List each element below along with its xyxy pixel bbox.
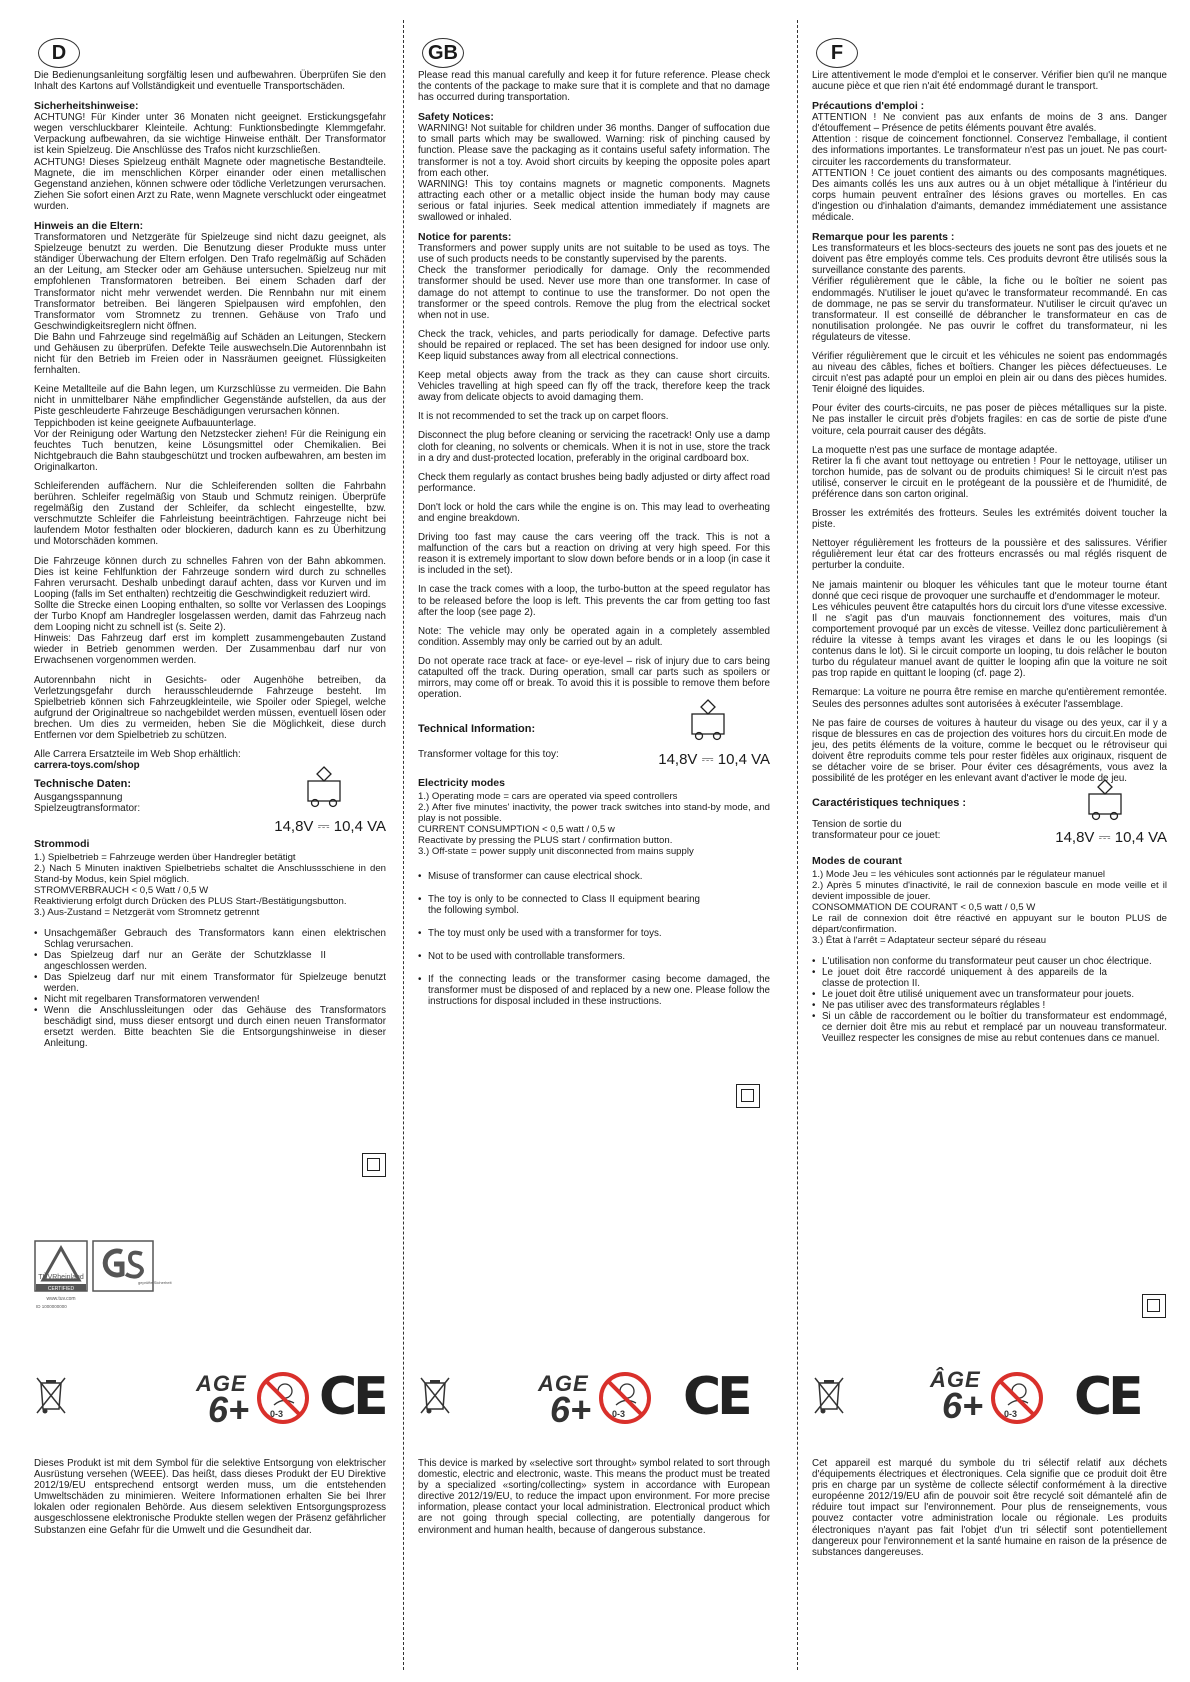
- list-item: • Nicht mit regelbaren Transformatoren verwenden!: [34, 994, 386, 1005]
- tech-label: Ausgangsspannung Spielzeugtransformator:: [34, 792, 141, 815]
- brush-text-2: Nettoyer régulièrement les frotteurs de la poussière et des salissures. Vérifier régulièrement leur état car des frotteurs encrassés ou mal réglés risquent de perturber la conduite.: [812, 538, 1167, 572]
- ce-mark: CE: [683, 1367, 749, 1427]
- metal-text: Keep metal objects away from the track as they can cause short circuits. Vehicles travelling at high speed can fly off the track, therefore keep the track away from delicate objects to avoid damaging them.: [418, 370, 770, 404]
- tech-label: Tension de sortie du transformateur pour ce jouet:: [812, 819, 941, 842]
- column-divider: [403, 20, 404, 1670]
- class-ii-symbol-icon: [1142, 1294, 1166, 1318]
- age-6-plus-mark: [538, 1371, 598, 1431]
- language-badge-de: D: [38, 38, 80, 68]
- column-de: [34, 0, 386, 1682]
- column-fr: [812, 0, 1167, 1682]
- track-text: Vérifier régulièrement que le circuit et les véhicules ne soient pas endommagés au niveau des câbles, fiches et boîtiers. Changer les pièces défectueuses. Le circuit n'est pas adapté pour un emploi en plein air ou dans des pièces humides. Tenir éloigné des liquides.: [812, 350, 1167, 396]
- face-text: Autorennbahn nicht in Gesichts- oder Augenhöhe betreiben, da Verletzungsgefahr durch herausschleudernde Fahrzeuge besteht. Im Spielbetrieb können sich Fahrzeugkleinteile, wie Spoiler oder Spiegel, welche aufgrund der Originaltreue so nachgebildet werden müssen, eventuell lösen oder brechen. Um dies zu vermeiden, heben Sie die Möglichkeit, diese durch Entfernen vor dem Spielbetrieb zu schützen.: [34, 674, 386, 741]
- modes-text: 1.) Operating mode = cars are operated via speed controllers 2.) After five minutes' inactivity, the power track switches into stand-by mode, and play is not possible. CURRENT CONSUMPTION < 0,5 watt / 0,5 w Reactivate by pressing the PLUS start / confirmation button. 3.) Off-state = power supply unit disconnected from mains supply: [418, 791, 770, 858]
- safety-text: ACHTUNG! Für Kinder unter 36 Monaten nicht geeignet. Erstickungsgefahr wegen verschluckbarer Kleinteile. Achtung: Funktionsbedingte Klemmgefahr. Verpackung aufbewahren, da sie wichtige Hinweise enthält. Der Transformator ist kein Spielzeug. Die Anschlüsse des Trafos nicht kurzschließen. ACHTUNG! Dieses Spielzeug enthält Magnete oder magnetische Bestandteile. Magnete, die im menschlichen Körper einander oder einen metallischen Gegenstand anziehen, können schwere oder tödliche Verletzungen verursachen. Ziehen Sie sofort einen Arzt zu Rate, wenn Magnete verschluckt oder eingeatmet wurden.: [34, 112, 386, 212]
- age-value: 6+: [942, 1385, 984, 1426]
- modes-text: 1.) Spielbetrieb = Fahrzeuge werden über Handregler betätigt 2.) Nach 5 Minuten inaktiven Spielbetriebs schaltet die Anschlussschiene in den Stand-by Modus, kein Spiel möglich. STROMVERBRAUCH < 0,5 Watt / 0,5 W Reaktivierung erfolgt durch Drücken des PLUS Start-/Bestätigungsbutton. 3.) Aus-Zustand = Netzgerät vom Stromnetz getrennt: [34, 852, 386, 919]
- intro-text: Please read this manual carefully and keep it for future reference. Please check the contents of the package to make sure that it is complete and that no damage has occurred during transportation.: [418, 70, 770, 104]
- warning-list: [812, 956, 1167, 1044]
- track-text: Check the track, vehicles, and parts periodically for damage. Defective parts should be repaired or replaced. The set has been designed for indoor use only. Keep liquid substances away from all electrical connections.: [418, 328, 770, 362]
- tuv-id: ID 1000000000: [36, 1304, 67, 1309]
- column-divider: [797, 20, 798, 1670]
- age-6-plus-mark: [930, 1367, 990, 1431]
- list-item: • Le jouet doit être utilisé uniquement avec un transformateur pour jouets.: [812, 989, 1167, 1000]
- age-label: AGE: [196, 1371, 247, 1396]
- carpet-text: It is not recommended to set the track up on carpet floors.: [418, 411, 669, 423]
- parents-heading: Notice for parents:: [418, 231, 512, 244]
- disposal-text-de: Dieses Produkt ist mit dem Symbol für die selektive Entsorgung von elektrischer Ausrüstung versehen (WEEE). Das heißt, dass dieses Produkt der EU Direktive 2012/19/EU entsprechend entsorgt werden muss, um die entstehenden Umweltschäden zu minimieren. Weitere Informationen erhalten Sie bei Ihrer lokalen oder regionalen Behörde. Aus diesem selektiven Entsorgungsprozess ausgeschlossene elektronische Produkte stellen wegen der Präsenz gefährlicher Substanzen eine Gefahr für die Umwelt und die Gesundheit dar.: [34, 1458, 386, 1536]
- tech-row: [812, 809, 1167, 847]
- weee-bin-icon: [34, 1375, 68, 1417]
- transformer-icon: [1083, 779, 1127, 821]
- parents-heading: Remarque pour les parents :: [812, 231, 955, 244]
- ce-mark: CE: [1074, 1367, 1140, 1427]
- shop-link[interactable]: carrera-toys.com/shop: [34, 760, 140, 772]
- gs-text: geprüfte Sicherheit: [138, 1280, 172, 1285]
- marks-row-de: [34, 1363, 386, 1443]
- tech-label: Transformer voltage for this toy:: [418, 749, 559, 761]
- speed-text: Ne jamais maintenir ou bloquer les véhicules tant que le moteur tourne étant donné que ceci risque de provoquer une surchauffe et d'endommager le moteur. Les véhicules peuvent être catapultés hors du circuit lors d'une vitesse excessive. Il ne s'agit pas d'un mauvais fonctionnement des voitures, mais d'un comportement provoqué par un excès de vitesse. Veillez donc particulièrement à réduire la vitesse à temps avant les virages et dans le ou les loopings (si contenus dans le lot). Si le circuit comporte un looping, tu dois relâcher le bouton turbo du régulateur manuel avant de quitter le looping afin que la voiture ne soit pas trop rapide en quittant le looping (cf. page 2).: [812, 579, 1167, 680]
- no-toddler-label: 0-3: [1004, 1409, 1018, 1419]
- list-item: • Ne pas utiliser avec des transformateurs réglables !: [812, 1000, 1167, 1011]
- parents-heading: Hinweis an die Eltern:: [34, 220, 144, 233]
- clean-text: Disconnect the plug before cleaning or servicing the racetrack! Only use a damp cloth for cleaning, no solvents or chemicals. When it is not in use, store the track in a dry and dust-protected location, preferably in the original cardboard box.: [418, 430, 770, 464]
- lock-text: Don't lock or hold the cars while the engine is on. This may lead to overheating and engine breakdown.: [418, 501, 770, 524]
- brush-text-1: Brosser les extrémités des frotteurs. Seules les extrémités doivent toucher la piste.: [812, 508, 1167, 531]
- age-label: AGE: [538, 1371, 589, 1396]
- modes-heading: Strommodi: [34, 838, 90, 851]
- marks-row-gb: [418, 1363, 770, 1443]
- language-badge-fr: F: [816, 38, 858, 68]
- metal-text: Keine Metallteile auf die Bahn legen, um Kurzschlüsse zu vermeiden. Die Bahn nicht in unmittelbarer Nähe empfindlicher Gegenstände aufstellen, da aus der Piste geschleuderte Fahrzeuge Beschädigungen verursachen können. Teppichboden ist keine geeignete Aufbauunterlage. Vor der Reinigung oder Wartung den Netzstecker ziehen! Für die Reinigung ein feuchtes Tuch benutzen, keine Lösungsmittel oder Chemikalien. Bei Nichtgebrauch die Bahn staubgeschützt und trocken aufbewahren, am besten im Originalkarton.: [34, 384, 386, 473]
- metal-text: Pour éviter des courts-circuits, ne pas poser de pièces métalliques sur la piste. Ne pas installer le circuit près d'objets fragiles: en cas de sortie de piste d'une voiture, cela pourrait causer des dégâts.: [812, 403, 1167, 437]
- brushes-text: Check them regularly as contact brushes being badly adjusted or dirty affect road performance.: [418, 471, 770, 494]
- list-item: • The toy must only be used with a transformer for toys.: [418, 928, 770, 939]
- speed-text: Die Fahrzeuge können durch zu schnelles Fahren von der Bahn abkommen. Dies ist keine Fehlfunktion der Fahrzeuge sondern wird durch zu schnelles Fahren verursacht. Deshalb unbedingt darauf achten, dass vor Kurven und im Looping (falls im Set enthalten) rechtzeitig die Geschwindigkeit reduziert wird. Sollte die Strecke einen Looping enthalten, so sollte vor Verlassen des Loopings der Turbo Knopf am Handregler losgelassen werden, damit das Fahrzeug nach dem Looping nicht zu schnell ist (s. Seite 2). Hinweis: Das Fahrzeug darf erst im komplett zusammengebauten Zustand wieder in Betrieb genommen werden. Der Zusammenbau darf nur von Erwachsenen vorgenommen werden.: [34, 555, 386, 667]
- safety-text: WARNING! Not suitable for children under 36 months. Danger of suffocation due to small parts which may be swallowed. Warning: risk of pinching caused by function. Please save the packaging as it contains useful safety information. The transformer is not a toy. Avoid short circuits by keeping the opposite poles apart from each other. WARNING! This toy contains magnets or magnetic components. Magnets attracting each other or a metallic object inside the human body may cause serious or fatal injuries. Seek medical attention immediately if magnets are swallowed or inhaled.: [418, 123, 770, 224]
- not-for-under-3-icon: [256, 1371, 310, 1425]
- parents-text: Transformers and power supply units are not suitable to be used as toys. The use of such products needs to be constantly supervised by the parents. Check the transformer periodically for damage. Only the recommended transformer should be used. Never use more than one transformer. In case of damage do not attempt to continue to use the transformer. Do not open the transformer or the speed controls. Remove the plug from the electrical socket when not in use.: [418, 243, 770, 321]
- safety-heading: Précautions d'emploi :: [812, 100, 925, 113]
- list-item: • Le jouet doit être raccordé uniquement à des appareils de la classe de protection II.: [812, 967, 1167, 989]
- brushes-text: Schleiferenden auffächern. Nur die Schleiferenden sollten die Fahrbahn berühren. Schleifer regelmäßig von Staub und Schmutz reinigen. Überprüfe regelmäßig den Zustand der Schleifer, da schlecht eingestellte, bzw. verschmutzte Schleifer die Fahrleistung beeinträchtigen. Fahrzeuge nicht bei laufendem Motor festhalten oder blockieren, dadurch kann es zu Überhitzung und Motorschäden kommen.: [34, 481, 386, 548]
- clean-text: La moquette n'est pas une surface de montage adaptée. Retirer la fi che avant tout nettoyage ou entretien ! Pour le nettoyage, utiliser un torchon humide, pas de solvant ou de produits chimiques! Si le circuit n'est pas utilisé, conserver le circuit en le protégeant de la poussière et de l'humidité, de préférence dans son carton original.: [812, 444, 1167, 500]
- modes-heading: Electricity modes: [418, 777, 505, 790]
- list-item: • Wenn die Anschlussleitungen oder das Gehäuse des Transformators beschädigt sind, muss dieser entsorgt und durch einen neuen Transformator ersetzt werden. Bitte beachten Sie die Entsorgungshinweise in dieser Anleitung.: [34, 1005, 386, 1049]
- transformer-icon: [686, 699, 730, 741]
- age-value: 6+: [550, 1389, 592, 1430]
- list-item: • Das Spielzeug darf nur an Geräte der Schutzklasse II angeschlossen werden.: [34, 950, 386, 972]
- safety-heading: Sicherheitshinweise:: [34, 100, 139, 113]
- ce-mark: CE: [319, 1367, 385, 1427]
- content-gb: [418, 70, 770, 1019]
- warning-list: [34, 928, 386, 1049]
- list-item: • If the connecting leads or the transformer casing become damaged, the transformer must be disposed of and replaced by a new one. Please follow the instructions for disposal included in these instructions.: [418, 974, 770, 1007]
- content-de: [34, 70, 386, 1049]
- language-badge-gb: GB: [422, 38, 464, 68]
- transformer-icon: [302, 766, 346, 808]
- class-ii-symbol-icon: [362, 1153, 386, 1177]
- intro-text: Die Bedienungsanleitung sorgfältig lesen und aufbewahren. Überprüfen Sie den Inhalt des Kartons auf Vollständigkeit und eventuelle Transportschäden.: [34, 70, 386, 93]
- tuv-logo-icon: [34, 1240, 88, 1312]
- note-text: Note: The vehicle may only be operated again in a completely assembled condition. Assembly may only be carried out by an adult.: [418, 625, 770, 648]
- tuv-certified: CERTIFIED: [47, 1286, 75, 1292]
- list-item: • Not to be used with controllable transformers.: [418, 951, 770, 962]
- tech-heading: Technische Daten:: [34, 778, 131, 791]
- age-label: ÂGE: [930, 1367, 981, 1392]
- class-ii-symbol-icon: [736, 1084, 760, 1108]
- gs-mark-icon: [92, 1240, 172, 1292]
- content-fr: [812, 70, 1167, 1044]
- tech-heading: Technical Information:: [418, 723, 536, 736]
- tech-voltage: 14,8V ⎓ 10,4 VA: [658, 751, 770, 769]
- disposal-text-gb: This device is marked by «selective sort throught» symbol related to sort through domestic, electric and electronic, waste. This means the product must be treated by a specialized «sorting/collecting» system in accordance with European directive 2012/19/EU, to reduce the impact upon environment. For more precise information, please contact your local administration. Electronical product which are not going through special collecting, are potentially dangerous for environment and human health, because of dangerous substance.: [418, 1458, 770, 1536]
- tech-row: [418, 735, 770, 769]
- face-text: Ne pas faire de courses de voitures à hauteur du visage ou des yeux, car il y a risque de blessures en cas de projection des voitures hors du circuit.En mode de jeu, des petits éléments de la voiture, comme le becquet ou le rétroviseur qui doivent être reproduits comme tels pour rester fidèles aux originaux, risquent de se détacher voire de se briser. Pour éviter ces désagréments, vous avez la possibilité de les protéger en les enlevant avant d'activer le mode de jeu.: [812, 717, 1167, 785]
- list-item: • L'utilisation non conforme du transformateur peut causer un choc électrique.: [812, 956, 1167, 967]
- modes-heading: Modes de courant: [812, 855, 902, 868]
- list-item: • Misuse of transformer can cause electrical shock.: [418, 871, 770, 882]
- loop-text: In case the track comes with a loop, the turbo-button at the speed regulator has to be released before the loop is left. This prevents the car from getting too fast after the loop (see page 2).: [418, 584, 770, 618]
- no-toddler-label: 0-3: [612, 1409, 626, 1419]
- speed-text: Driving too fast may cause the cars veering off the track. This is not a malfunction of the cars but a reaction on driving at very high speed. For this reason it is extremely important to slow down before bends or in a loop (in case it is included in the set).: [418, 532, 770, 577]
- list-item: • Unsachgemäßer Gebrauch des Transformators kann einen elektrischen Schlag verursachen.: [34, 928, 386, 950]
- list-item: • The toy is only to be connected to Class II equipment bearing the following symbol.: [418, 894, 770, 916]
- shop-text: Alle Carrera Ersatzteile im Web Shop erhältlich:: [34, 749, 241, 761]
- tech-voltage: 14,8V ⎓ 10,4 VA: [274, 818, 386, 836]
- note-text: Remarque: La voiture ne pourra être remise en marche qu'entièrement remontée. Seules des personnes adultes sont autorisées à exécuter l'assemblage.: [812, 687, 1167, 710]
- tech-voltage: 14,8V ⎓ 10,4 VA: [1055, 829, 1167, 847]
- no-toddler-label: 0-3: [270, 1409, 284, 1419]
- intro-text: Lire attentivement le mode d'emploi et le conserver. Vérifier bien qu'il ne manque aucune pièce et que rien n'ait été endommagé durant le transport.: [812, 70, 1167, 93]
- warning-list: [418, 871, 770, 1007]
- tuv-brand: TÜVRheinland: [38, 1274, 84, 1281]
- parents-text: Les transformateurs et les blocs-secteurs des jouets ne sont pas des jouets et ne doivent pas être employés comme tels. Ces produits devront être utilisés sous la surveillance constante des parents. Vérifier régulièrement que le câble, la fiche ou le boîtier ne soient pas endommagés. N'utiliser le jouet qu'avec le transformateur recommandé. En cas de dommage, ne pas se servir du transformateur. N'utiliser le circuit qu'avec un transformateur. Il est conseillé de débrancher le transformateur en cas de nonutilisation prolongée. Ne pas ouvrir le coffret du transformateur, ni les régulateurs de vitesse.: [812, 243, 1167, 343]
- tuv-url: www.tuv.com: [46, 1296, 76, 1302]
- certification-logos: [34, 1240, 172, 1320]
- list-item: • Das Spielzeug darf nur mit einem Transformator für Spielzeuge benutzt werden.: [34, 972, 386, 994]
- not-for-under-3-icon: [598, 1371, 652, 1425]
- tech-row: [34, 790, 386, 836]
- safety-text: ATTENTION ! Ne convient pas aux enfants de moins de 3 ans. Danger d'étouffement – Présence de petits éléments pouvant être avalés. Attention : risque de coincement fonctionnel. Conservez l'emballage, il contient des informations importantes. Le transformateur n'est pas un jouet. Ne pas court-circuiter les raccordements du transformateur. ATTENTION ! Ce jouet contient des aimants ou des composants magnétiques. Des aimants collés les uns aux autres ou à un objet métallique à l'intérieur du corps humain peuvent entraîner des lésions graves ou mortelles. En cas d'ingestion ou d'inhalation d'aimants, demandez immédiatement une assistance médicale.: [812, 112, 1167, 224]
- age-value: 6+: [208, 1389, 250, 1430]
- disposal-text-fr: Cet appareil est marqué du symbole du tri sélectif relatif aux déchets d'équipements électriques et électroniques. Cela signifie que ce produit doit être pris en charge par un système de collecte sélectif conformément à la directive européenne 2012/19/EU afin de pouvoir soit être recyclé soit démantelé afin de réduire tout impact sur l'environnement. Pour plus de renseignements, vous pouvez contacter votre administration locale ou régionale. Les produits électroniques n'ayant pas fait l'objet d'un tri sélectif sont potentiellement dangereux pour l'environnement et la santé humaine en raison de la présence de substances dangereuses.: [812, 1458, 1167, 1558]
- modes-text: 1.) Mode Jeu = les véhicules sont actionnés par le régulateur manuel 2.) Après 5 minutes d'inactivité, le rail de connexion bascule en mode veille et il devient impossible de jouer. CONSOMMATION DE COURANT < 0,5 watt / 0,5 W Le rail de connexion doit être réactivé en appuyant sur le bouton PLUS de départ/confirmation. 3.) État à l'arrêt = Adaptateur secteur séparé du réseau: [812, 869, 1167, 947]
- column-gb: [418, 0, 770, 1682]
- safety-heading: Safety Notices:: [418, 111, 494, 124]
- face-text: Do not operate race track at face- or eye-level – risk of injury due to cars being catapulted off the track. During operation, small car parts such as spoilers or mirrors, may come off or break. To avoid this it is possible to remove them before operation.: [418, 655, 770, 701]
- weee-bin-icon: [812, 1375, 846, 1417]
- list-item: • Si un câble de raccordement ou le boîtier du transformateur est endommagé, ce dernier doit être mis au rebut et remplacé par un nouveau transformateur. Veuillez respecter les consignes de mise au rebut contenues dans ce manuel.: [812, 1011, 1167, 1044]
- weee-bin-icon: [418, 1375, 452, 1417]
- marks-row-fr: [812, 1363, 1167, 1443]
- parents-text: Transformatoren und Netzgeräte für Spielzeuge sind nicht dazu geeignet, als Spielzeuge benutzt zu werden. Die Benutzung dieser Produkte muss unter ständiger Überwachung der Eltern erfolgen. Den Trafo regelmäßig auf Schäden an der Leitung, am Stecker oder am Gehäuse untersuchen. Spielzeug nur mit empfohlenen Transformatoren betreiben. Bei einem Schaden darf der Transformator nicht mehr verwendet werden. Die Rennbahn nur mit einem Transformator betreiben. Bei längeren Spielpausen wird empfohlen, den Transformator vom Stromnetz zu trennen. Gehäuse von Trafo und Geschwindigkeitsreglern nicht öffnen. Die Bahn und Fahrzeuge sind regelmäßig auf Schäden an Leitungen, Steckern und Gehäusen zu überprüfen. Defekte Teile auswechseln.Die Autorennbahn ist nicht für den Betrieb im Freien oder in Nassräumen geeignet. Flüssigkeiten fernhalten.: [34, 232, 386, 377]
- age-6-plus-mark: [196, 1371, 256, 1431]
- tech-heading: Caractéristiques techniques :: [812, 797, 967, 810]
- not-for-under-3-icon: [990, 1371, 1044, 1425]
